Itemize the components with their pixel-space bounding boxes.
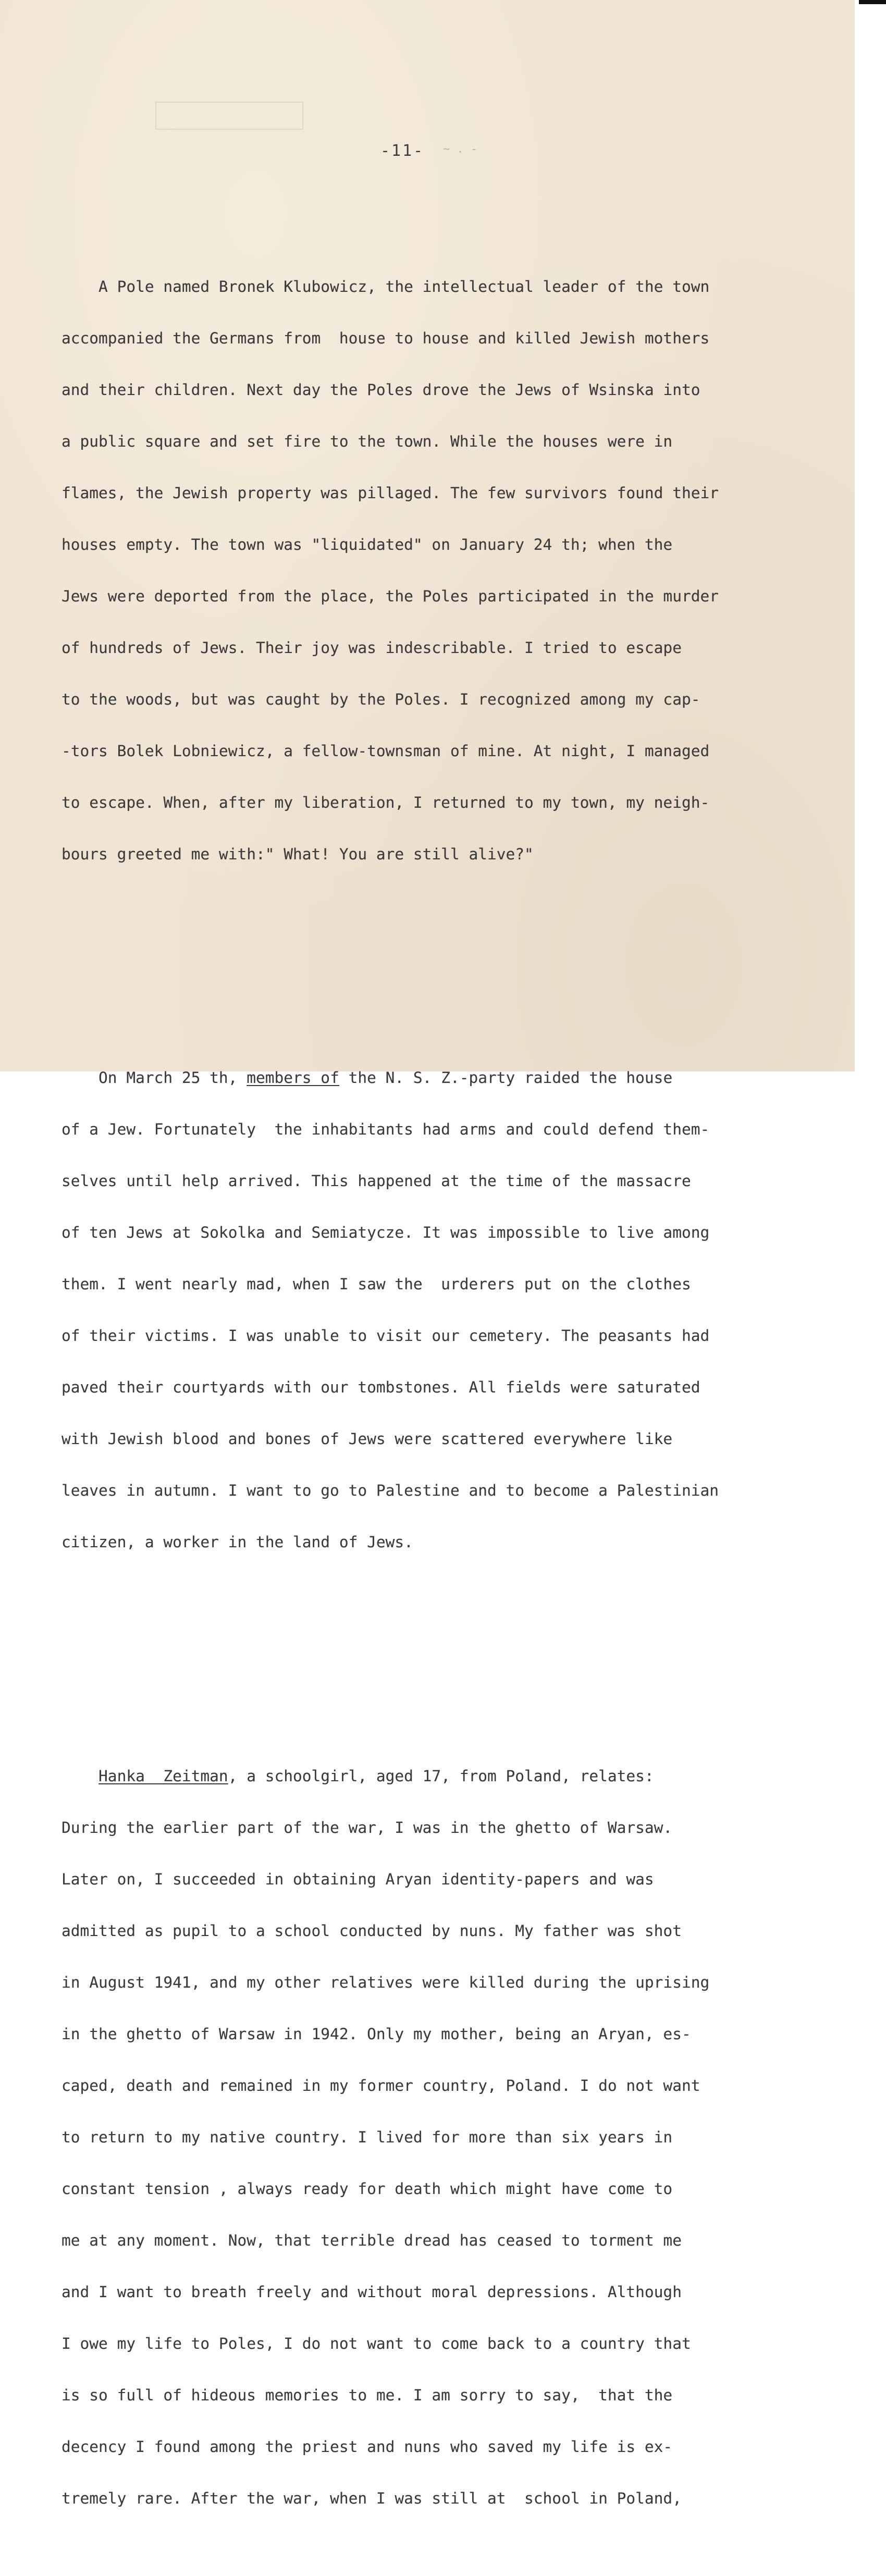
text-line: accompanied the Germans from house to house and killed Jewish mothers <box>61 329 710 347</box>
text-line: constant tension , always ready for death which might have come to <box>61 2180 673 2198</box>
text-line: to return to my native country. I lived for more than six years in <box>61 2128 673 2146</box>
paragraph-3 <box>61 1733 843 2542</box>
faint-mark: ~ . - <box>443 143 478 156</box>
text-line: -tors Bolek Lobniewicz, a fellow-townsman of mine. At night, I managed <box>61 742 710 760</box>
text-line: decency I found among the priest and nuns who saved my life is ex- <box>61 2438 673 2456</box>
text-line: leaves in autumn. I want to go to Palestine and to become a Palestinian <box>61 1482 719 1499</box>
scan-edge-mark <box>859 0 886 4</box>
text-line: in the ghetto of Warsaw in 1942. Only my mother, being an Aryan, es- <box>61 2025 691 2043</box>
text-line: to the woods, but was caught by the Poles. I recognized among my cap- <box>61 691 700 708</box>
text-line: Jews were deported from the place, the Poles participated in the murder <box>61 587 719 605</box>
page-number: -11- <box>380 142 425 160</box>
line-start: On March 25 th, <box>61 1069 247 1087</box>
text-line: flames, the Jewish property was pillaged. The few survivors found their <box>61 484 719 502</box>
text-line: of hundreds of Jews. Their joy was indescribable. I tried to escape <box>61 639 682 657</box>
text-line: citizen, a worker in the land of Jews. <box>61 1533 413 1551</box>
text-line: of ten Jews at Sokolka and Semiatycze. It was impossible to live among <box>61 1224 710 1241</box>
text-line: of a Jew. Fortunately the inhabitants had arms and could defend them- <box>61 1120 710 1138</box>
text-line: is so full of hideous memories to me. I am sorry to say, that the <box>61 2386 673 2404</box>
text-line: them. I went nearly mad, when I saw the urderers put on the clothes <box>61 1275 691 1293</box>
text-line: bours greeted me with:" What! You are still alive?" <box>61 845 534 863</box>
text-line: a public square and set fire to the town. While the houses were in <box>61 433 673 450</box>
text-line: During the earlier part of the war, I was in the ghetto of Warsaw. <box>61 1819 673 1837</box>
text-line: me at any moment. Now, that terrible dread has ceased to torment me <box>61 2232 682 2249</box>
text-line: selves until help arrived. This happened at the time of the massacre <box>61 1172 691 1190</box>
text-line: and their children. Next day the Poles drove the Jews of Wsinska into <box>61 381 700 399</box>
paragraph-2 <box>61 1035 843 1585</box>
underlined-name: Hanka Zeitman <box>99 1767 228 1785</box>
text-line <box>61 1069 843 1087</box>
text-line: in August 1941, and my other relatives were killed during the uprising <box>61 1974 710 1991</box>
text-line: A Pole named Bronek Klubowicz, the intellectual leader of the town <box>61 278 710 295</box>
underlined-phrase: members of <box>247 1069 339 1087</box>
text-line: with Jewish blood and bones of Jews were scattered everywhere like <box>61 1430 673 1448</box>
text-line: I owe my life to Poles, I do not want to come back to a country that <box>61 2335 691 2352</box>
text-line: admitted as pupil to a school conducted by nuns. My father was shot <box>61 1922 682 1940</box>
text-line: and I want to breath freely and without moral depressions. Although <box>61 2283 682 2301</box>
text-line: of their victims. I was unable to visit our cemetery. The peasants had <box>61 1327 710 1345</box>
text-line: Later on, I succeeded in obtaining Aryan identity-papers and was <box>61 1870 654 1888</box>
line-end: , a schoolgirl, aged 17, from Poland, relates: <box>228 1767 654 1785</box>
paragraph-spacer <box>61 949 843 983</box>
text-line <box>61 1768 843 1785</box>
text-line: caped, death and remained in my former country, Poland. I do not want <box>61 2077 700 2094</box>
text-line: houses empty. The town was "liquidated" on January 24 th; when the <box>61 536 673 553</box>
paragraph-spacer <box>61 1637 843 1682</box>
text-line: tremely rare. After the war, when I was still at school in Poland, <box>61 2489 682 2507</box>
paragraph-1 <box>61 244 843 897</box>
faded-stamp <box>155 102 303 130</box>
text-line: to escape. When, after my liberation, I returned to my town, my neigh- <box>61 794 710 811</box>
document-body <box>61 209 843 2576</box>
line-end: the N. S. Z.-party raided the house <box>339 1069 673 1087</box>
text-line: paved their courtyards with our tombstones. All fields were saturated <box>61 1378 700 1396</box>
line-start <box>61 1767 99 1785</box>
